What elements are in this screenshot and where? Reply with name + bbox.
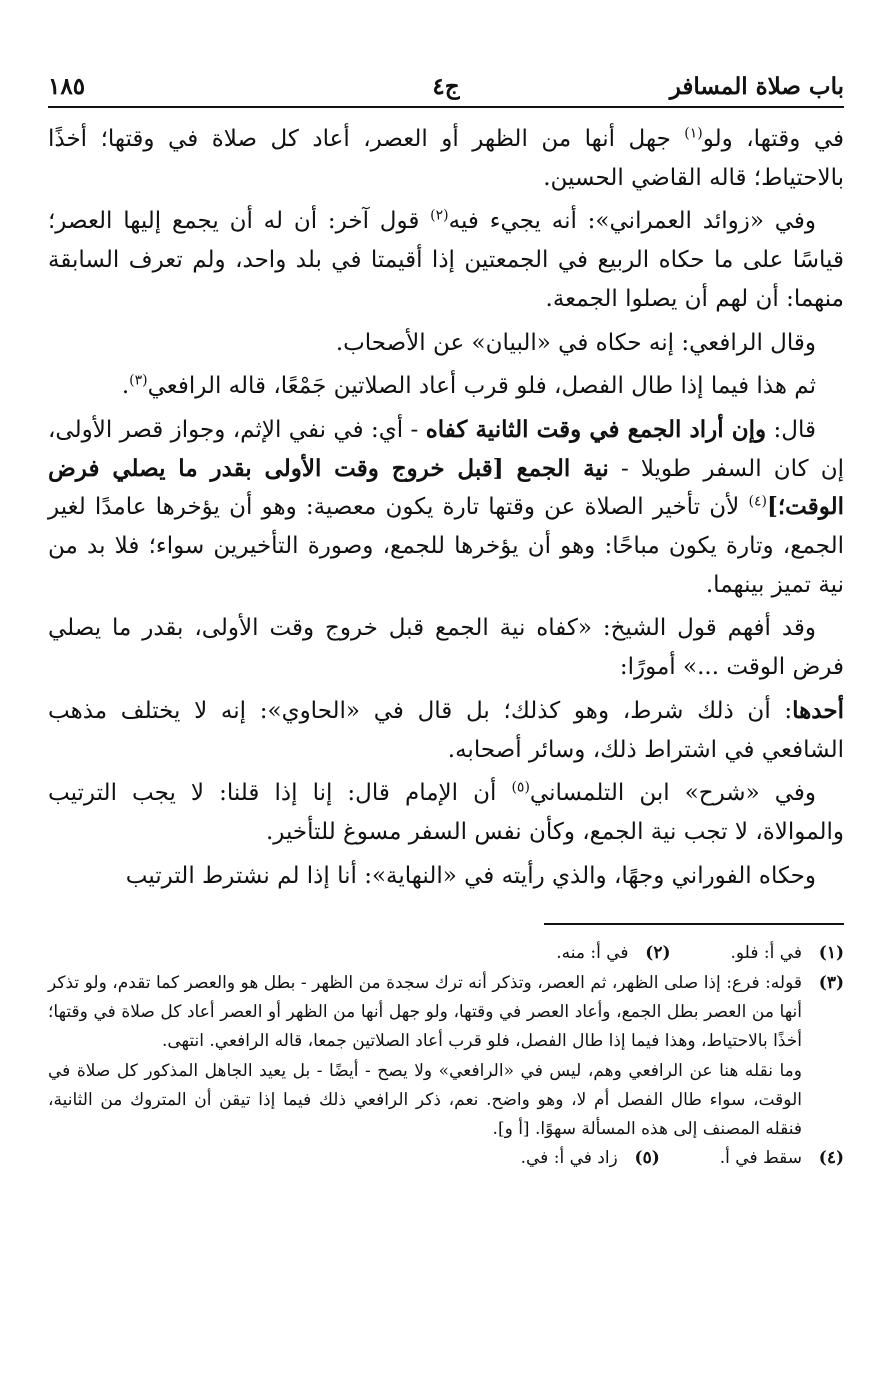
footnote-text: في أ: منه.: [556, 943, 629, 964]
footnote-ref: (٣): [129, 372, 148, 389]
footnote-item: [556, 939, 670, 968]
footnote-ref: (١): [684, 125, 703, 142]
matn-text: وإن أراد الجمع في وقت الثانية كفاه: [425, 415, 767, 443]
footnote-item: [720, 1144, 844, 1173]
footnote-number: (٣): [818, 972, 844, 993]
footnote-text: زاد في أ: في.: [520, 1148, 618, 1169]
footnote-item: [48, 969, 844, 1145]
point-heading: أحدها: [792, 696, 844, 724]
paragraph-with-matn: قال: وإن أراد الجمع في وقت الثانية كفاه - أي: في نفي الإثم، وجواز قصر الأولى، إن كان السفر طويلا - نية الجمع [قبل خروج وقت الأولى بقدر ما يصلي فرض الوقت؛]$^{(٤)}$ لأن تأخير الصلاة عن وقتها تارة يكون معصية: وهو أن يؤخرها عامدًا لغير الجمع، وتارة يكون مباحًا: وهو أن يؤخرها للجمع، وصورة التأخيرين سواء؛ فلا بد من نية تميز بينهما.: [48, 415, 845, 598]
footnote-text: وما نقله هنا عن الرافعي وهم، ليس في «الرافعي» ولا يصح - أيضًا - بل يعيد الجاهل المذكور كل صلاة في الوقت، سواء طال الفصل أم لا، وهو واضح. نعم، ذكر الرافعي ذلك فيما إذا تيقن أن المتروك من الثانية، فنقله المصنف إلى هذه المسألة سهوًا. [أ و].: [48, 1060, 802, 1140]
footnote-ref: (٥): [511, 779, 530, 796]
matn-text: نية الجمع [قبل خروج وقت الأولى بقدر ما يصلي فرض الوقت؛]: [48, 454, 844, 521]
page-number: ١٨٥: [48, 73, 86, 100]
footnote-number: (٥): [634, 1148, 660, 1169]
footnote-number: (٤): [818, 1148, 844, 1169]
footnote-line: [48, 939, 844, 968]
footnote-number: (٢): [645, 943, 671, 964]
running-header: [48, 60, 844, 108]
paragraph: وفي «زوائد العمراني»: أنه يجيء فيه$^{(٢)}$ قول آخر: أن له أن يجمع إليها العصر؛ قياسًا على ما حكاه الربيع في الجمعتين إذا أقيمتا في بلد واحد، ولم تعرف السابقة منهما: أن لهم أن يصلوا الجمعة.: [48, 207, 844, 312]
footnote-number: (١): [818, 943, 844, 964]
footnote-text: سقط في أ.: [719, 1148, 802, 1169]
chapter-title: باب صلاة المسافر: [669, 73, 844, 100]
footnote-text: قوله: فرع: إذا صلى الظهر، ثم العصر، وتذكر أنه ترك سجدة من الظهر - بطل هو والعصر كما تقدم، ولو تذكر أنها من العصر بطل الجمع، وأعاد العصر في وقتها، ولو جهل أنها من الظهر أو العصر أعاد كل صلاة في وقتها؛ أخذًا بالاحتياط، وهذا فيما إذا طال الفصل، فلو قرب أعاد الصلاتين جمعا، قاله الرافعي. انتهى.: [48, 972, 802, 1052]
footnote-item: [731, 939, 845, 968]
paragraph: وحكاه الفوراني وجهًا، والذي رأيته في «النهاية»: أنا إذا لم نشترط الترتيب: [125, 862, 816, 889]
volume-label: ج٤: [432, 73, 460, 100]
paragraph: وقد أفهم قول الشيخ: «كفاه نية الجمع قبل خروج وقت الأولى، بقدر ما يصلي فرض الوقت ...» أمورًا:: [48, 615, 844, 681]
footnote-ref: (٤): [748, 493, 767, 510]
paragraph: وفي «شرح» ابن التلمساني$^{(٥)}$ أن الإمام قال: إنا إذا قلنا: لا يجب الترتيب والموالاة، لا تجب نية الجمع، وكأن نفس السفر مسوغ للتأخير.: [48, 779, 844, 845]
paragraph: أحدها: أن ذلك شرط، وهو كذلك؛ بل قال في «الحاوي»: إنه لا يختلف مذهب الشافعي في اشتراط ذلك، وسائر أصحابه.: [48, 696, 844, 763]
footnotes: [48, 939, 844, 1173]
paragraph: وقال الرافعي: إنه حكاه في «البيان» عن الأصحاب.: [335, 329, 816, 356]
book-page: [48, 60, 844, 1174]
footnote-body: [48, 969, 802, 1145]
footnote-divider: [544, 923, 844, 925]
paragraph: في وقتها، ولو$^{(١)}$ جهل أنها من الظهر أو العصر، أعاد كل صلاة في وقتها؛ أخذًا بالاحتياط؛ قاله القاضي الحسين.: [48, 125, 844, 191]
footnote-line: [48, 1144, 844, 1173]
footnote-text: في أ: فلو.: [730, 943, 802, 964]
footnote-item: [521, 1144, 660, 1173]
footnote-ref: (٢): [430, 207, 449, 224]
main-text: [48, 120, 844, 895]
paragraph: ثم هذا فيما إذا طال الفصل، فلو قرب أعاد الصلاتين جَمْعًا، قاله الرافعي$^{(٣)}$.: [121, 372, 816, 400]
